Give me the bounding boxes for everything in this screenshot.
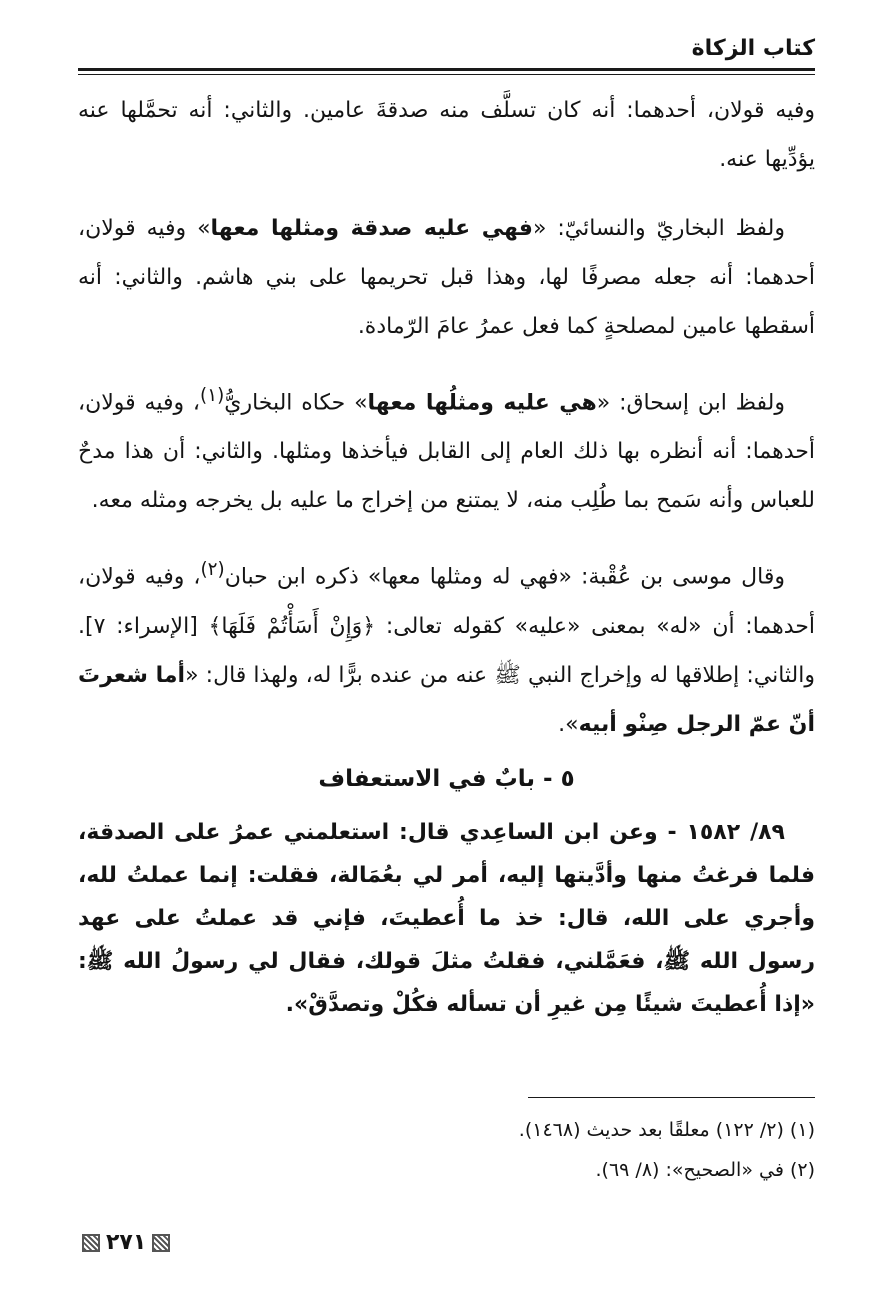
footnote-separator (528, 1097, 815, 1098)
paragraph-3-mid: » حكاه البخاريُّ (224, 390, 368, 416)
paragraph-3-rest: ، وفيه قولان، أحدهما: أنه أنظره بها ذلك العام إلى القابل فيأخذها ومثلها. والثاني: أن هذا مدحٌ للعباس وأنه سَمح بما طُلِب منه، لا يمتنع من إخراج ما عليه بل يخرجه ومثله معه. (78, 390, 815, 514)
paragraph-3-quote: هي عليه ومثلُها معها (367, 390, 597, 416)
paragraph-3 (78, 371, 815, 525)
footnotes (78, 1110, 815, 1190)
header-rule-thin (78, 74, 815, 75)
paragraph-2-quote: فهي عليه صدقة ومثلها معها (210, 216, 533, 241)
paragraph-2 (78, 204, 815, 351)
paragraph-4-end: ». (558, 711, 579, 737)
page-body (78, 86, 815, 1026)
paragraph-4-quote: أما شعرتَ أنّ عمّ الرجل صِنْو أبيه (78, 662, 815, 737)
page-number: ٢٧١ (106, 1230, 147, 1255)
page-number-block (82, 1230, 170, 1255)
ornament-icon (82, 1234, 100, 1252)
paragraph-2-rest: » وفيه قولان، أحدهما: أنه جعله مصرفًا لها، وهذا قبل تحريمها على بني هاشم. والثاني: أنه أسقطها عامين لمصلحةٍ كما فعل عمرُ عامَ الرّمادة. (78, 216, 815, 339)
paragraph-1-text: وفيه قولان، أحدهما: أنه كان تسلَّف منه صدقةَ عامين. والثاني: أنه تحمَّلها عنه يؤدِّيها عنه. (78, 98, 815, 172)
section-heading: ٥ - بابٌ في الاستعفاف (318, 765, 575, 792)
header-rule (78, 68, 815, 71)
footnote-1: (١) (٢/ ١٢٢) معلقًا بعد حديث (١٤٦٨). (518, 1119, 815, 1141)
paragraph-1 (78, 86, 815, 184)
ornament-icon (152, 1234, 170, 1252)
footnote-ref-1: (١) (200, 385, 225, 406)
paragraph-4 (78, 545, 815, 748)
hadith-body: ٨٩/ ١٥٨٢ - وعن ابن الساعِدي قال: استعلمني عمرُ على الصدقة، فلما فرغتُ منها وأدَّيتها إليه، أمر لي بعُمَالة، فقلت: إنما عملتُ لله، وأجري على الله، قال: خذ ما أُعطيتَ، فإني قد عملتُ على عهد رسول الله ﷺ، فعَمَّلني، فقلتُ مثلَ قولك، فقال لي رسولُ الله ﷺ: «إذا أُعطيتَ شيئًا مِن غيرِ أن تسأله فكُلْ وتصدَّقْ». (78, 819, 815, 1017)
footnote-2: (٢) في «الصحيح»: (٨/ ٦٩). (595, 1159, 815, 1181)
running-head: كتاب الزكاة (691, 36, 815, 61)
paragraph-4-lead: وقال موسى بن عُقْبة: «فهي له ومثلها معها» ذكره ابن حبان (224, 564, 785, 590)
footnote-ref-2: (٢) (200, 559, 225, 581)
paragraph-3-lead: ولفظ ابن إسحاق: « (596, 390, 785, 416)
paragraph-2-lead: ولفظ البخاريّ والنسائيّ: « (532, 216, 785, 241)
hadith-text (78, 811, 815, 1026)
paragraph-4-mid: ، وفيه قولان، أحدهما: أن «له» بمعنى «عليه» كقوله تعالى: ﴿وَإِنْ أَسَأْتُمْ فَلَهَا﴾ [الإسراء: ٧]. والثاني: إطلاقها له وإخراج النبي ﷺ عنه من عنده برًّا له، ولهذا قال: « (78, 564, 815, 688)
